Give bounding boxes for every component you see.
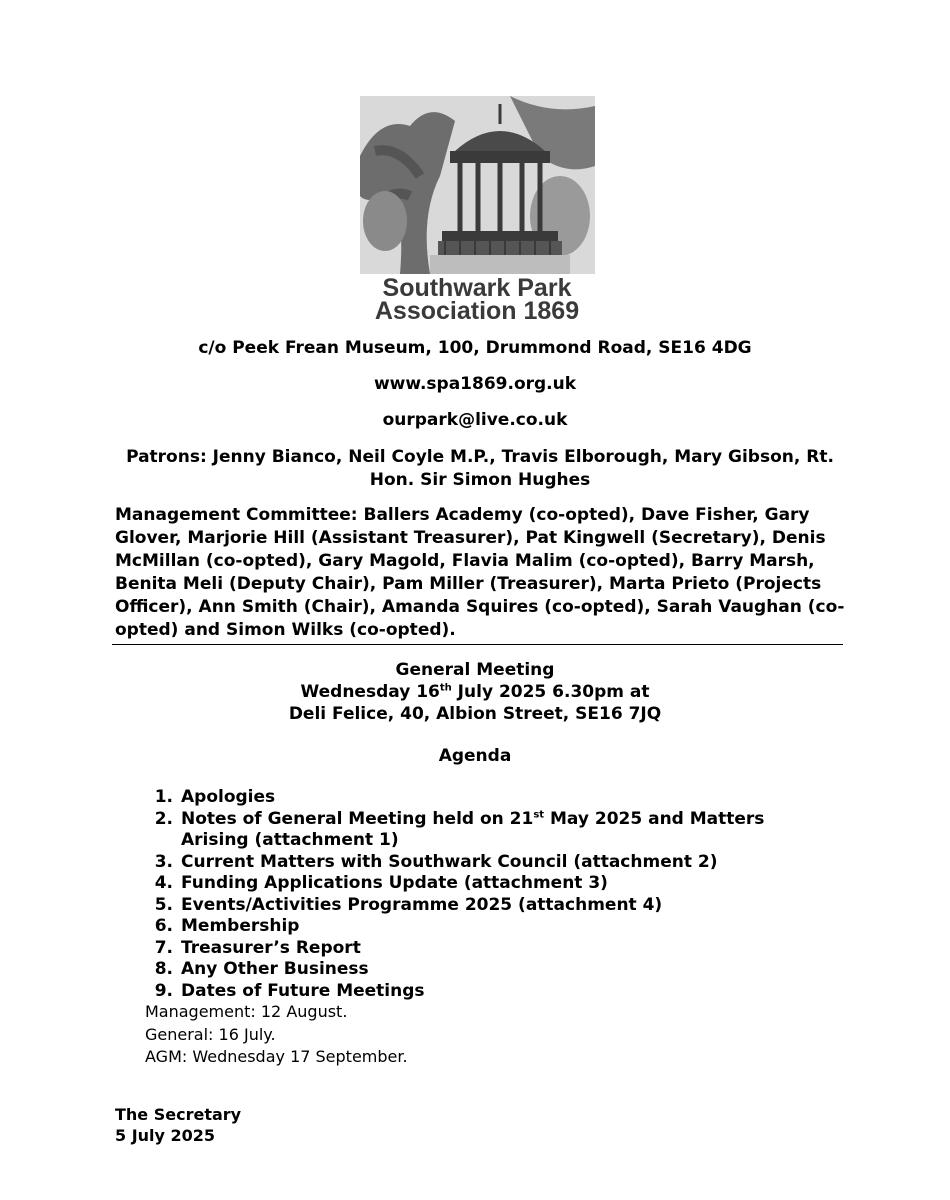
logo-line-2: Association 1869 (374, 297, 580, 322)
agenda-item: 2. Notes of General Meeting held on 21st May 2025 and Matters Arising (attachment 1) (154, 808, 765, 850)
footer (115, 1104, 241, 1146)
signatory: The Secretary (115, 1105, 242, 1124)
agenda-item: 7. Treasurer’s Report (154, 937, 361, 958)
email-link[interactable]: ourpark@live.co.uk (382, 410, 568, 430)
agenda-item: 6. Membership (154, 916, 300, 936)
agenda-item: 3. Current Matters with Southwark Council (attachment 2) (154, 851, 718, 872)
date-management: Management: 12 August. (145, 1002, 348, 1021)
bandstand-illustration (360, 96, 595, 322)
meeting-title: General Meeting (395, 660, 555, 680)
patrons: Patrons: Jenny Bianco, Neil Coyle M.P., Travis Elborough, Mary Gibson, Rt. Hon. Sir Simon Hughes (126, 447, 834, 490)
date-agm: AGM: Wednesday 17 September. (145, 1047, 408, 1066)
future-meeting-dates (145, 1001, 745, 1069)
agenda-item: 5. Events/Activities Programme 2025 (attachment 4) (154, 894, 663, 915)
agenda-item: 4. Funding Applications Update (attachment 3) (154, 873, 608, 893)
association-logo (360, 96, 595, 322)
date-general: General: 16 July. (145, 1024, 276, 1044)
divider (112, 644, 843, 645)
agenda-item: 1. Apologies (154, 787, 276, 807)
agenda-item: 8. Any Other Business (154, 959, 369, 979)
address: c/o Peek Frean Museum, 100, Drummond Road, SE16 4DG (198, 338, 752, 358)
meeting-date: Wednesday 16th July 2025 6.30pm at (300, 682, 650, 702)
agenda-list (140, 787, 830, 1002)
agenda-item: 9. Dates of Future Meetings (154, 980, 425, 1001)
management-committee: Management Committee: Ballers Academy (co-opted), Dave Fisher, Gary Glover, Marjorie Hill (Assistant Treasurer), Pat Kingwell (Secretary), Denis McMillan (co-opted), Gary Magold, Flavia Malim (co-opted), Barry Marsh, Benita Meli (Deputy Chair), Pam Miller (Treasurer), Marta Prieto (Projects Officer), Ann Smith (Chair), Amanda Squires (co-opted), Sarah Vaughan (co-opted) and Simon Wilks (co-opted). (115, 505, 845, 640)
logo-line-1: Southwark Park (382, 274, 572, 302)
agenda-heading: Agenda (438, 746, 512, 766)
meeting-venue: Deli Felice, 40, Albion Street, SE16 7JQ (288, 704, 662, 724)
issue-date: 5 July 2025 (115, 1126, 216, 1145)
website-link[interactable]: www.spa1869.org.uk (373, 374, 577, 394)
